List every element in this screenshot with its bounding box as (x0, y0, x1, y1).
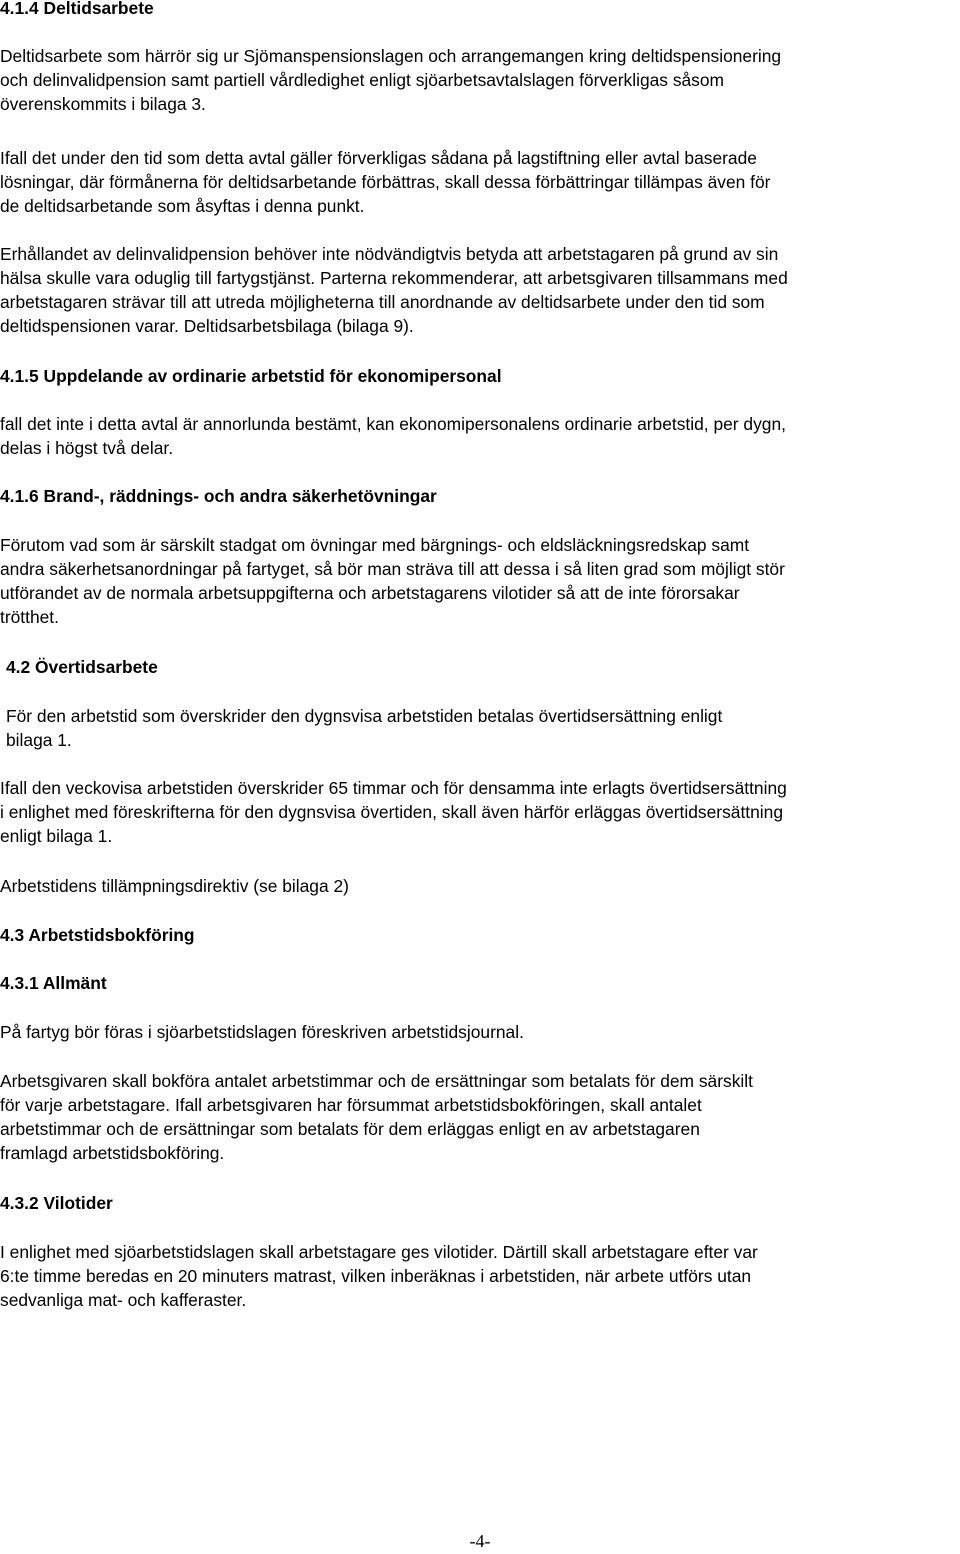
text-line: överenskommits i bilaga 3. (0, 94, 206, 114)
text-line: för varje arbetstagare. Ifall arbetsgivaren har försummat arbetstidsbokföringen, skall antalet (0, 1095, 702, 1115)
section-4-1-4-heading: 4.1.4 Deltidsarbete (0, 0, 154, 18)
text-line: I enlighet med sjöarbetstidslagen skall arbetstagare ges vilotider. Därtill skall arbetstagare efter var (0, 1242, 758, 1262)
section-4-1-4-paragraph-3 (0, 242, 788, 338)
section-4-1-6-paragraph-1 (0, 533, 785, 629)
text-line: framlagd arbetstidsbokföring. (0, 1143, 225, 1163)
text-line: trötthet. (0, 607, 59, 627)
section-4-1-6-heading: 4.1.6 Brand-, räddnings- och andra säkerhetövningar (0, 486, 437, 506)
text-line: sedvanliga mat- och kafferaster. (0, 1290, 247, 1310)
text-line: och delinvalidpension samt partiell vårdledighet enligt sjöarbetsavtalslagen förverkligas såsom (0, 70, 725, 90)
section-4-1-4-paragraph-1 (0, 44, 781, 116)
section-4-2-paragraph-2 (0, 776, 787, 848)
section-4-3-1-heading: 4.3.1 Allmänt (0, 973, 107, 993)
page-number: -4- (469, 1531, 491, 1551)
text-line: Arbetstidens tillämpningsdirektiv (se bilaga 2) (0, 876, 349, 896)
text-line: de deltidsarbetande som åsyftas i denna punkt. (0, 196, 365, 216)
text-line: Erhållandet av delinvalidpension behöver inte nödvändigtvis betyda att arbetstagaren på grund av sin (0, 244, 779, 264)
text-line: bilaga 1. (6, 730, 72, 750)
section-4-3-heading: 4.3 Arbetstidsbokföring (0, 925, 195, 945)
section-4-3-1-paragraph-2 (0, 1069, 753, 1165)
text-line: Ifall den veckovisa arbetstiden överskrider 65 timmar och för densamma inte erlagts övertidsersättning (0, 778, 787, 798)
text-line: arbetstimmar och de ersättningar som betalats för dem erläggas enligt en av arbetstagaren (0, 1119, 700, 1139)
section-4-2-paragraph-1 (6, 704, 722, 752)
text-line: utförandet av de normala arbetsuppgifterna och arbetstagarens vilotider så att de inte förorsakar (0, 583, 740, 603)
text-line: fall det inte i detta avtal är annorlunda bestämt, kan ekonomipersonalens ordinarie arbetstid, per dygn, (0, 414, 786, 434)
text-line: Arbetsgivaren skall bokföra antalet arbetstimmar och de ersättningar som betalats för dem särskilt (0, 1071, 753, 1091)
text-line: Ifall det under den tid som detta avtal gäller förverkligas sådana på lagstiftning eller avtal baserade (0, 148, 757, 168)
section-4-1-4-paragraph-2 (0, 146, 770, 218)
section-4-3-2-heading: 4.3.2 Vilotider (0, 1193, 113, 1213)
text-line: arbetstagaren strävar till att utreda möjligheterna till anordnande av deltidsarbete under den tid som (0, 292, 765, 312)
section-4-1-5-paragraph-1 (0, 412, 786, 460)
text-line: För den arbetstid som överskrider den dygnsvisa arbetstiden betalas övertidsersättning enligt (6, 706, 723, 726)
text-line: deltidspensionen varar. Deltidsarbetsbilaga (bilaga 9). (0, 316, 414, 336)
text-line: hälsa skulle vara oduglig till fartygstjänst. Parterna rekommenderar, att arbetsgivaren tillsammans med (0, 268, 788, 288)
section-4-3-2-paragraph-1 (0, 1240, 758, 1312)
text-line: 6:te timme beredas en 20 minuters matrast, vilken inberäknas i arbetstiden, när arbete utförs utan (0, 1266, 752, 1286)
text-line: Deltidsarbete som härrör sig ur Sjömanspensionslagen och arrangemangen kring deltidspensionering (0, 46, 782, 66)
text-line: delas i högst två delar. (0, 438, 174, 458)
text-line: i enlighet med föreskrifterna för den dygnsvisa övertiden, skall även härför erläggas övertidsersättning (0, 802, 783, 822)
text-line: enligt bilaga 1. (0, 826, 113, 846)
section-4-3-1-paragraph-1 (0, 1020, 524, 1044)
section-4-2-heading: 4.2 Övertidsarbete (6, 657, 158, 677)
text-line: Förutom vad som är särskilt stadgat om övningar med bärgnings- och eldsläckningsredskap samt (0, 535, 750, 555)
text-line: andra säkerhetsanordningar på fartyget, så bör man sträva till att dessa i så liten grad som möjligt stör (0, 559, 785, 579)
text-line: På fartyg bör föras i sjöarbetstidslagen föreskriven arbetstidsjournal. (0, 1022, 524, 1042)
section-4-1-5-heading: 4.1.5 Uppdelande av ordinarie arbetstid för ekonomipersonal (0, 366, 502, 386)
section-4-2-paragraph-3 (0, 874, 349, 898)
text-line: lösningar, där förmånerna för deltidsarbetande förbättras, skall dessa förbättringar tillämpas även för (0, 172, 771, 192)
